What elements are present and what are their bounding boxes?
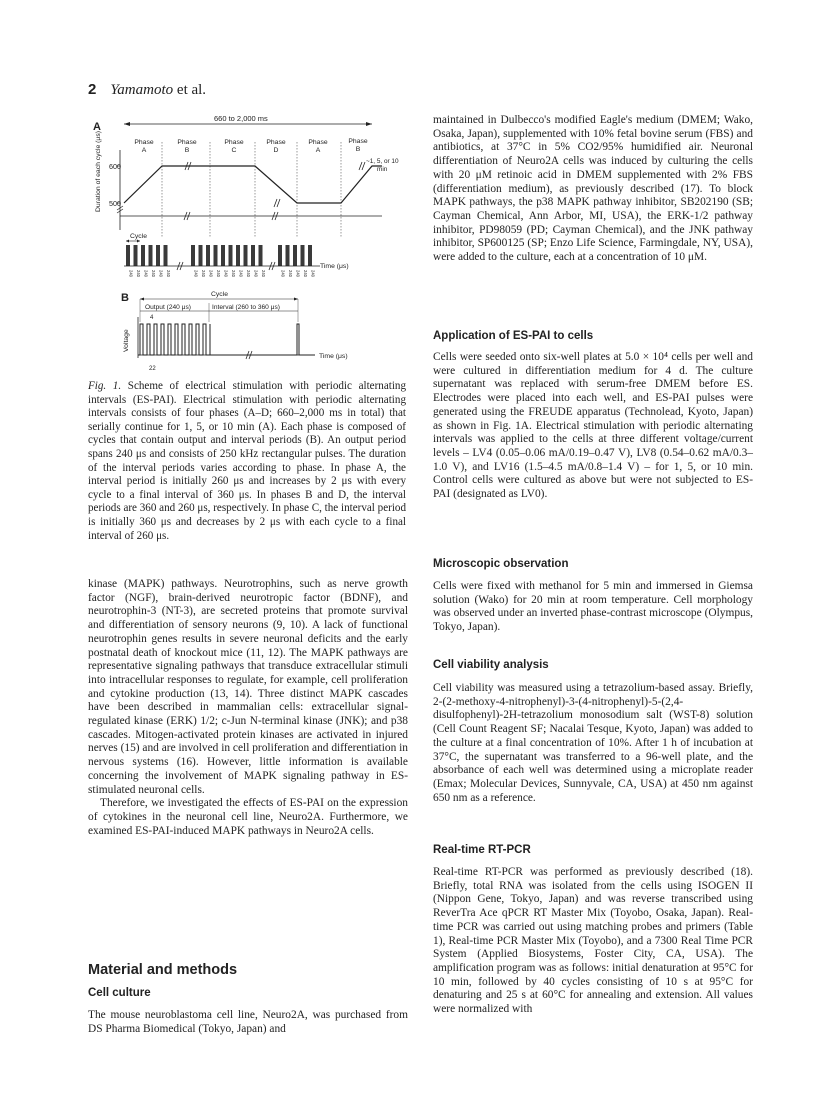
pulse-bar	[164, 245, 168, 266]
pulse-tick-label: 240	[231, 270, 236, 277]
right-paragraph-5: Real-time RT-PCR was performed as previously described (18). Briefly, total RNA was isolated from the cells using ISOGEN II (Nippon Gene, Tokyo, Japan) and was reverse transcribed using ReverTra Ace qPCR RT Master Mix (Toyobo, Osaka, Japan). Real-time PCR was carried out using matching probes and primers (Table 1), Real-time PCR Master Mix (Toyobo), and a 7300 Real Time PCR System (Applied Biosystems, Foster City, CA, USA). The amplification program was as follows: initial denaturation at 95°C for 10 min, followed by 40 cycles consisting of 10 s at 95°C for denaturing and 25 s at 60°C for annealing and extension. All values were normalized with	[433, 866, 753, 1016]
phase-label-2b: B	[184, 147, 190, 154]
left-paragraph-2: Therefore, we investigated the effects of ES-PAI on the expression of cytokines in the neuronal cell line, Neuro2A. Furthermore, we examined ES-PAI-induced MAPK pathways in Neuro2A cells.	[88, 797, 408, 837]
y-tick-500: 500	[109, 199, 121, 208]
pulse-bar	[199, 245, 203, 266]
pulse-bar	[126, 245, 130, 266]
right-paragraph-4: Cell viability was measured using a tetrazolium-based assay. Briefly, 2-(2-methoxy-4-nitrophenyl)-3-(4-nitrophenyl)-5-(2,4-disulfophenyl)-2H-tetrazolium monosodium salt (WST-8) solution (Cell Count Reagent SF; Nacalai Tesque, Kyoto, Japan) was added to the culture at a final concentration of 10%. After 1 h of incubation at 37°C, the supernatant was transferred to a 96-well plate, and the absorbance of each well was determined using a microplate reader (Emax; Molecular Devices, Sunnyvale, CA, USA) at 450 nm against 650 nm as a reference.	[433, 682, 753, 804]
repeat-note: ~1, 5, or 10	[366, 158, 399, 165]
pulse-bar	[236, 245, 240, 266]
time-label-a: Time (μs)	[320, 263, 349, 270]
pulse-bar	[191, 245, 195, 266]
waveform-b	[138, 324, 315, 355]
pulse-train	[126, 245, 312, 266]
heading-application: Application of ES-PAI to cells	[433, 330, 594, 342]
pulse-tick-label: 240	[246, 270, 251, 277]
phase-label-6b: B	[355, 146, 361, 153]
pulse-tick-label: 240	[158, 270, 164, 277]
heading-methods: Material and methods	[88, 962, 238, 978]
phase-label-1: Phase	[134, 139, 154, 146]
caption-fig-label: Fig. 1.	[88, 380, 122, 392]
output-label: Output (240 μs)	[145, 304, 191, 311]
pulse-tick-label: 240	[295, 270, 301, 277]
phase-label-2: Phase	[177, 139, 197, 146]
right-paragraph-2: Cells were seeded onto six-well plates at 5.0 × 10⁴ cells per well and were cultured in differentiation medium for 4 d. The culture supernatant was replaced with serum-free DMEM before ES. Electrodes were placed into each well, and ES-PAI pulses were generated using the FREUDE apparatus (Technolead, Kyoto, Japan) as shown in Fig. 1A. Electrical stimulation with periodic alternating intervals was applied to the cells at three different voltage/current levels – LV4 (0.05–0.06 mA/0.19–0.47 V), LV8 (0.54–0.62 mA/0.3–1.0 V), and LV16 (1.5–4.5 mA/0.8–1.4 V) – for 1, 5, or 10 min. Control cells were cultured as above but were not subjected to ES-PAI (designated as LV0).	[433, 351, 753, 501]
pulse-tick-label: 240	[193, 270, 199, 277]
caption-text: Scheme of electrical stimulation with periodic alternating intervals (ES-PAI). Electrical stimulation with periodic alternating intervals consists of four phases (A–D; 660–2,000 ms in total) that serially continue for 1, 5, or 10 min (A). Each phase is composed of cycles that contain output and interval periods (B). An output period spans 240 μs and consists of 250 kHz rectangular pulses. The duration of the interval periods varies according to phase. In phase A, the interval period is initially 260 μs and increases by 2 μs with every cycle to a final interval of 360 μs. In phases B and D, the interval periods are 360 and 260 μs, respectively. In phase C, the interval period is initially 360 μs and decreases by 2 μs with each cycle to a final interval of 260 μs.	[88, 380, 406, 542]
phase-label-5b: A	[315, 147, 321, 154]
heading-rt-pcr: Real-time RT-PCR	[433, 844, 531, 856]
time-label-b: Time (μs)	[319, 353, 348, 360]
phase-label-5: Phase	[308, 139, 328, 146]
pulse-tick-label: 240	[151, 270, 156, 277]
pulse-bar	[134, 245, 138, 266]
pulse-bar	[149, 245, 153, 266]
pulse-tick-label: 240	[288, 270, 293, 277]
figure-1	[88, 112, 410, 374]
phase-label-6: Phase	[348, 138, 368, 145]
pulse-tick-label: 240	[166, 270, 171, 277]
pulse-tick-label: 240	[261, 270, 266, 277]
phase-label-3: Phase	[224, 139, 244, 146]
pulse-tick-label: 240	[143, 270, 149, 277]
pulse-bar	[206, 245, 210, 266]
pulse-tick-label: 240	[280, 270, 286, 277]
y-axis-label: Duration of each cycle (μs)	[95, 131, 102, 212]
pulse-bar	[141, 245, 145, 266]
pulse-bar	[301, 245, 305, 266]
pulse-bar	[308, 245, 312, 266]
pulse-bar	[214, 245, 218, 266]
pulse-bar	[156, 245, 160, 266]
pulse-bar	[259, 245, 263, 266]
pulse-bar	[244, 245, 248, 266]
page-number: 2	[88, 81, 97, 98]
cycle-label-b: Cycle	[211, 291, 228, 298]
range-label: 660 to 2,000 ms	[214, 114, 268, 123]
pulse-bar	[221, 245, 225, 266]
pulse-tick-label: 240	[136, 270, 141, 277]
pulse-tick-label: 240	[128, 270, 134, 277]
voltage-label: Voltage	[123, 329, 130, 352]
label-4: 4	[150, 315, 154, 321]
left-paragraph-3: The mouse neuroblastoma cell line, Neuro2A, was purchased from DS Pharma Biomedical (Tokyo, Japan) and	[88, 1009, 408, 1035]
phase-labels	[134, 138, 367, 154]
repeat-note-min: min	[377, 166, 388, 173]
panel-a-label: A	[93, 121, 101, 133]
pulse-tick-label: 240	[253, 270, 259, 277]
heading-cell-culture: Cell culture	[88, 987, 151, 999]
interval-curve	[124, 166, 382, 203]
pulse-bar	[293, 245, 297, 266]
panel-b-label: B	[121, 292, 129, 304]
pulse-tick-labels	[129, 270, 316, 278]
right-paragraph-3: Cells were fixed with methanol for 5 min and immersed in Giemsa solution (Wako) for 20 min at room temperature. Cell morphology was observed under an inverted phase-contrast microscope (Olympus, Tokyo, Japan).	[433, 580, 753, 634]
heading-viability: Cell viability analysis	[433, 659, 549, 671]
pulse-bar	[229, 245, 233, 266]
pulse-tick-label: 240	[208, 270, 214, 277]
phase-label-1b: A	[141, 147, 147, 154]
pulse-tick-label: 240	[223, 270, 229, 277]
pulse-tick-label: 240	[238, 270, 244, 277]
figure-caption	[88, 380, 406, 543]
running-authors: Yamamoto et al.	[110, 82, 207, 98]
phase-label-4b: D	[273, 147, 279, 154]
interval-label: Interval (260 to 360 μs)	[212, 304, 280, 311]
left-column	[88, 578, 408, 838]
phase-label-4: Phase	[266, 139, 286, 146]
heading-microscopic: Microscopic observation	[433, 558, 569, 570]
phase-label-3b: C	[231, 147, 237, 154]
pulse-tick-label: 240	[201, 270, 206, 277]
running-header	[88, 81, 206, 99]
left-paragraph-1: kinase (MAPK) pathways. Neurotrophins, such as nerve growth factor (NGF), brain-derived neurotropic factor (BDNF), and neurotrophin-3 (NT-3), are secreted proteins that promote survival and differentiation of sensory neurons (9, 10). A lack of functional neurotrophin genes results in severe neuronal deficits and the early postnatal death of knockout mice (11, 12). The MAPK pathways are representative signaling pathways that transduce extracellular stimuli into intracellular responses to regulate, for example, cell proliferation and cytokine production (13, 14). Three distinct MAPK cascades have been described in mammalian cells: extracellular signal-regulated kinase (ERK) 1/2; c-Jun N-terminal kinase (JNK); and p38 cascades. Mitogen-activated protein kinases are activated in injured nerves (15) and are involved in cell proliferation and differentiation in nervous systems (16). However, little information is available concerning the involvement of MAPK signaling pathway in ES-stimulated neuronal cells.	[88, 578, 408, 796]
pulse-tick-label: 240	[303, 270, 308, 277]
pulse-bar	[286, 245, 290, 266]
pulse-bar	[251, 245, 255, 266]
cycle-label-a: Cycle	[130, 233, 147, 240]
pulse-tick-label: 240	[310, 270, 316, 277]
right-paragraph-1: maintained in Dulbecco's modified Eagle's medium (DMEM; Wako, Osaka, Japan), supplemented with 10% fetal bovine serum (FBS) and antibiotics, at 37°C in 5% CO2/95% humidified air. Neuronal differentiation of Neuro2A cells was induced by culturing the cells with 20 μM retinoic acid in DMEM supplemented with 2% FBS (differentiation medium), as previously described (17). To block MAPK pathways, the p38 MAPK pathway inhibitor, SB202190 (SB; Cayman Chemical, Ann Arbor, MI, USA), the ERK-1/2 pathway inhibitor, PD98059 (PD; Cayman Chemical), and the JNK pathway inhibitor, SP600125 (SP; Enzo Life Science, Farmingdale, NY, USA), were added to the culture, each at a concentration of 10 μM.	[433, 114, 753, 264]
pulse-bar	[278, 245, 282, 266]
label-22: 22	[149, 366, 156, 372]
pulse-tick-label: 240	[216, 270, 221, 277]
y-tick-600: 600	[109, 162, 121, 171]
